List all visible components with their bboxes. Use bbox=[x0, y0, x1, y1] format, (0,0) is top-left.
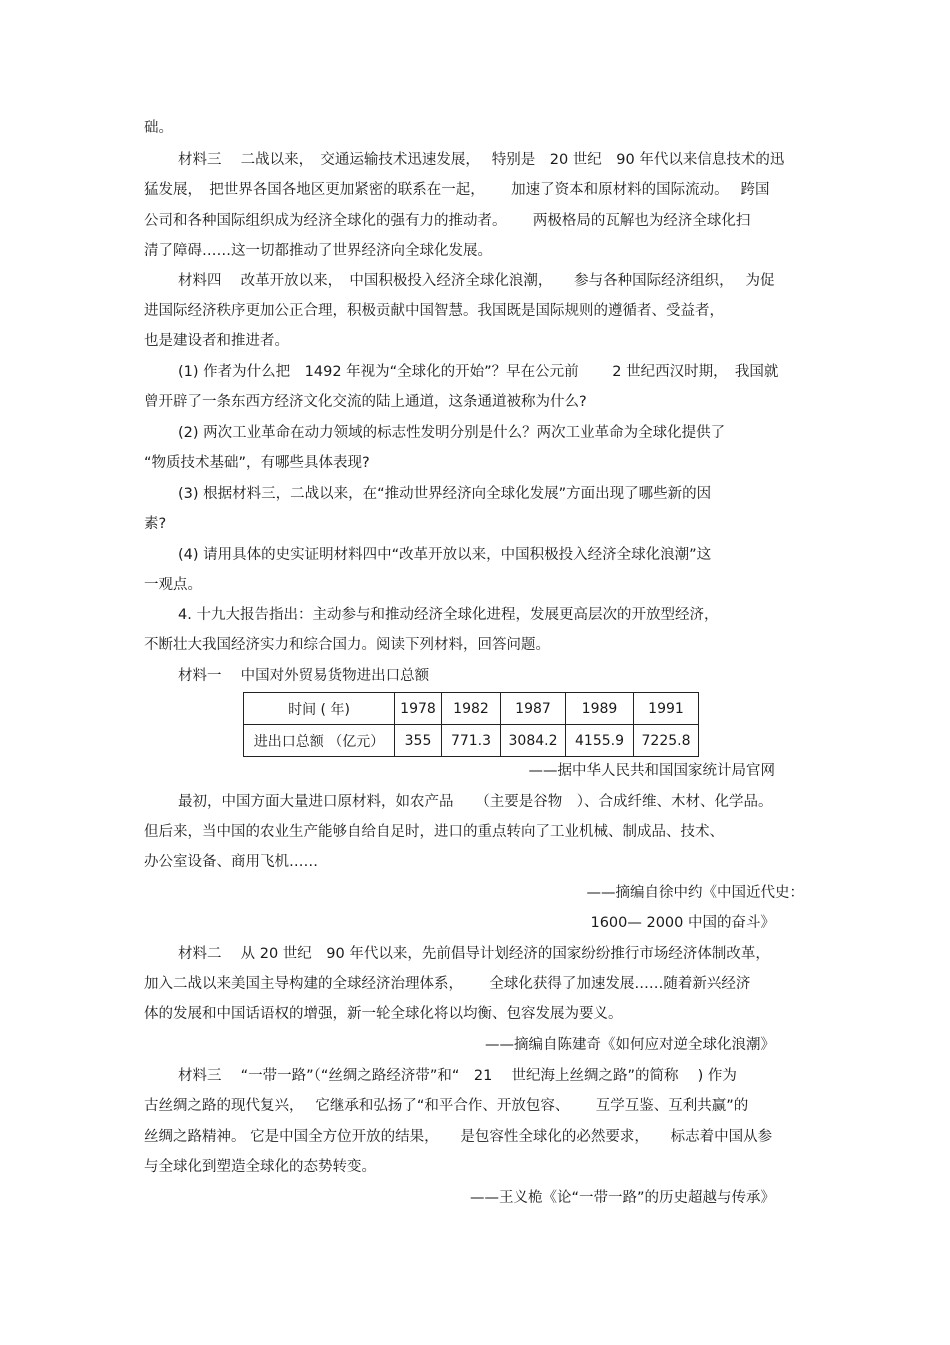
text-line: 础。 bbox=[144, 120, 173, 136]
text-line: 丝绸之路精神。 它是中国全方位开放的结果， 是包容性全球化的必然要求， 标志着中国从参 bbox=[144, 1129, 773, 1145]
question-text: (3) 根据材料三，二战以来，在“推动世界经济向全球化发展”方面出现了哪些新的因 bbox=[178, 486, 712, 502]
table-row bbox=[244, 725, 699, 757]
question-text: 不断壮大我国经济实力和综合国力。阅读下列材料，回答问题。 bbox=[144, 637, 550, 653]
source-citation: 1600— 2000 中国的奋斗》 bbox=[590, 915, 775, 931]
text-line: 公司和各种国际组织成为经济全球化的强有力的推动者。 两极格局的瓦解也为经济全球化扫 bbox=[144, 213, 751, 229]
text-line: 但后来，当中国的农业生产能够自给自足时，进口的重点转向了工业机械、制成品、技术、 bbox=[144, 824, 724, 840]
trade-table bbox=[243, 692, 699, 757]
source-citation: ——摘编自徐中约《中国近代史： bbox=[586, 885, 804, 901]
text-line: 猛发展， 把世界各国各地区更加紧密的联系在一起， 加速了资本和原材料的国际流动。 跨国 bbox=[144, 182, 770, 198]
table-cell: 771.3 bbox=[442, 725, 501, 757]
text-line: 办公室设备、商用飞机…… bbox=[144, 854, 318, 870]
question-text: “物质技术基础”，有哪些具体表现? bbox=[144, 455, 370, 471]
text-line: 古丝绸之路的现代复兴， 它继承和弘扬了“和平合作、开放包容、 互学互鉴、互利共赢”的 bbox=[144, 1098, 749, 1114]
table-cell: 4155.9 bbox=[566, 725, 634, 757]
table-header-cell: 1987 bbox=[501, 693, 566, 725]
text-line: 材料二 从 20 世纪 90 年代以来，先前倡导计划经济的国家纷纷推行市场经济体制改革， bbox=[178, 946, 770, 962]
question-text: 一观点。 bbox=[144, 577, 202, 593]
question-text: 素? bbox=[144, 516, 167, 532]
source-citation: ——摘编自陈建奇《如何应对逆全球化浪潮》 bbox=[485, 1037, 775, 1053]
text-line: 也是建设者和推进者。 bbox=[144, 333, 289, 349]
question-text: 4. 十九大报告指出：主动参与和推动经济全球化进程，发展更高层次的开放型经济， bbox=[178, 607, 719, 623]
text-line: 材料四 改革开放以来， 中国积极投入经济全球化浪潮， 参与各种国际经济组织， 为促 bbox=[178, 273, 775, 289]
text-line: 进国际经济秩序更加公正合理，积极贡献中国智慧。我国既是国际规则的遵循者、受益者， bbox=[144, 303, 724, 319]
text-line: 材料三 二战以来， 交通运输技术迅速发展， 特别是 20 世纪 90 年代以来信息技术的迅 bbox=[178, 152, 785, 168]
table-caption: 材料一 中国对外贸易货物进出口总额 bbox=[178, 668, 430, 684]
table-header-cell: 1991 bbox=[634, 693, 699, 725]
table-header-cell: 1989 bbox=[566, 693, 634, 725]
question-text: (1) 作者为什么把 1492 年视为“全球化的开始”？早在公元前 2 世纪西汉时期， 我国就 bbox=[178, 364, 779, 380]
table-cell: 7225.8 bbox=[634, 725, 699, 757]
table-cell: 3084.2 bbox=[501, 725, 566, 757]
source-citation: ——据中华人民共和国国家统计局官网 bbox=[528, 763, 775, 779]
question-text: 曾开辟了一条东西方经济文化交流的陆上通道，这条通道被称为什么? bbox=[144, 394, 587, 410]
text-line: 最初，中国方面大量进口原材料，如农产品 （主要是谷物 ）、合成纤维、木材、化学品。 bbox=[178, 794, 773, 810]
question-text: (4) 请用具体的史实证明材料四中“改革开放以来，中国积极投入经济全球化浪潮”这 bbox=[178, 547, 712, 563]
text-line: 与全球化到塑造全球化的态势转变。 bbox=[144, 1159, 376, 1175]
text-line: 清了障碍……这一切都推动了世界经济向全球化发展。 bbox=[144, 243, 492, 259]
table-header-cell: 时间 ( 年) bbox=[244, 693, 395, 725]
text-line: 体的发展和中国话语权的增强，新一轮全球化将以均衡、包容发展为要义。 bbox=[144, 1006, 623, 1022]
text-line: 加入二战以来美国主导构建的全球经济治理体系， 全球化获得了加速发展……随着新兴经济 bbox=[144, 976, 751, 992]
source-citation: ——王义桅《论“一带一路”的历史超越与传承》 bbox=[469, 1190, 775, 1206]
table-header-cell: 1982 bbox=[442, 693, 501, 725]
question-text: (2) 两次工业革命在动力领域的标志性发明分别是什么？两次工业革命为全球化提供了 bbox=[178, 425, 726, 441]
table-header-row bbox=[244, 693, 699, 725]
text-line: 材料三 “一带一路”（“丝绸之路经济带”和“ 21 世纪海上丝绸之路”的简称 ) 作为 bbox=[178, 1068, 737, 1084]
table-header-cell: 1978 bbox=[395, 693, 442, 725]
table-cell: 355 bbox=[395, 725, 442, 757]
table-cell: 进出口总额 （亿元） bbox=[244, 725, 395, 757]
